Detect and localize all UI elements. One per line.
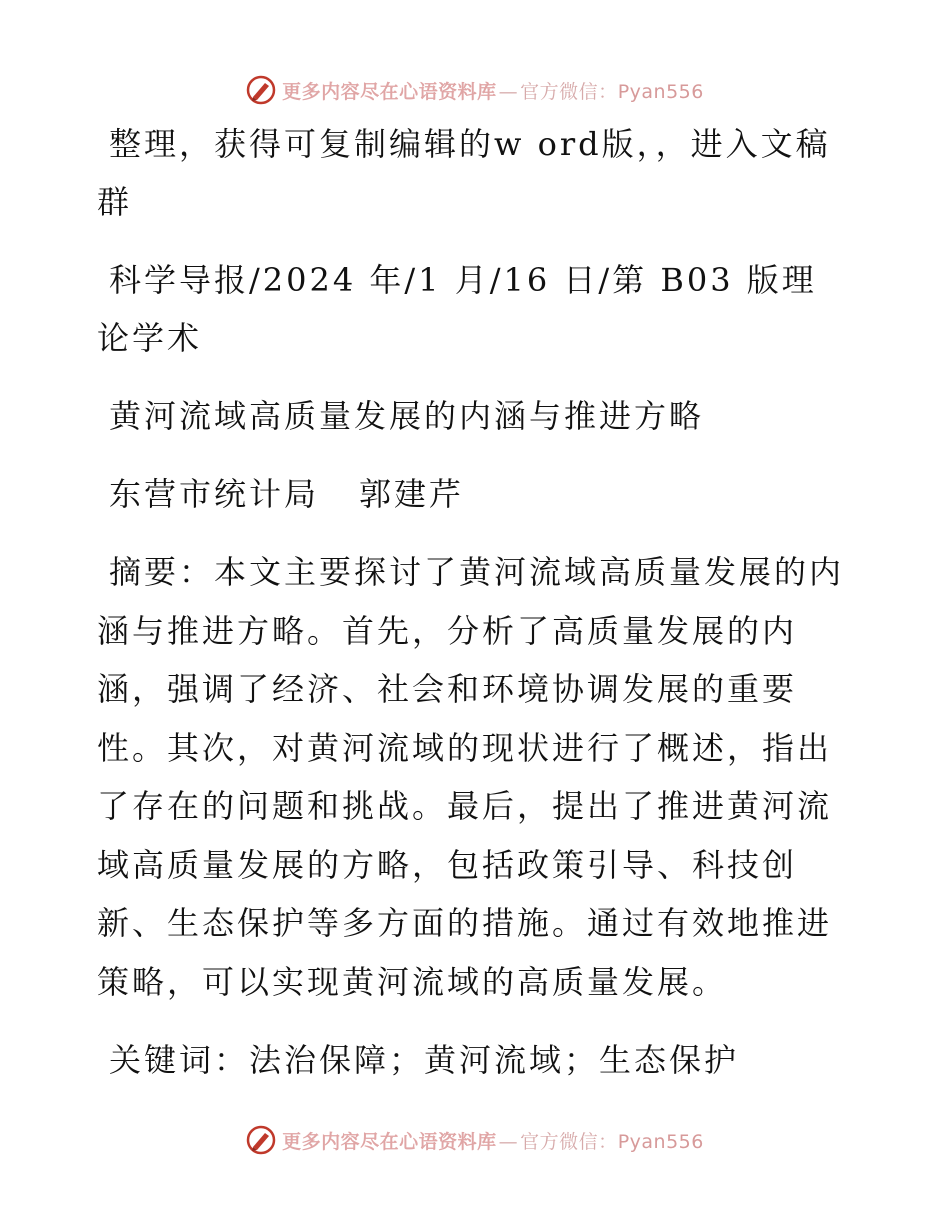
banner-text [282,77,704,104]
author-name: 郭建芹 [359,475,465,513]
header-watermark-banner [0,70,950,110]
keywords-line: 关键词：法治保障；黄河流域；生态保护 [109,1041,740,1079]
banner-account: Pyan556 [617,1130,704,1153]
banner-label: 官方微信： [520,1130,618,1153]
banner-text [282,1127,704,1154]
banner-slogan: 更多内容尽在心语资料库 [282,1130,497,1153]
footer-watermark-banner [0,1120,950,1160]
author-organization: 东营市统计局 [109,475,320,513]
banner-account: Pyan556 [617,80,704,103]
pen-logo-icon [246,75,276,105]
author-line [97,465,849,523]
intro-line: 整理，获得可复制编辑的w ord版，，进入文稿群 [97,125,831,221]
banner-separator: — [498,80,519,103]
document-body [97,115,849,1089]
abstract-paragraph: 摘要：本文主要探讨了黄河流域高质量发展的内涵与推进方略。首先，分析了高质量发展的内涵，强调了经济、社会和环境协调发展的重要性。其次，对黄河流域的现状进行了概述，指出了存在的问题和挑战。最后，提出了推进黄河流域高质量发展的方略，包括政策引导、科技创新、生态保护等多方面的措施。通过有效地推进策略，可以实现黄河流域的高质量发展。 [97,553,845,1001]
banner-label: 官方微信： [520,80,618,103]
article-title: 黄河流域高质量发展的内涵与推进方略 [109,397,705,435]
source-line: 科学导报/2024 年/1 月/16 日/第 B03 版理论学术 [97,261,817,357]
pen-logo-icon [246,1125,276,1155]
banner-slogan: 更多内容尽在心语资料库 [282,80,497,103]
banner-separator: — [498,1130,519,1153]
